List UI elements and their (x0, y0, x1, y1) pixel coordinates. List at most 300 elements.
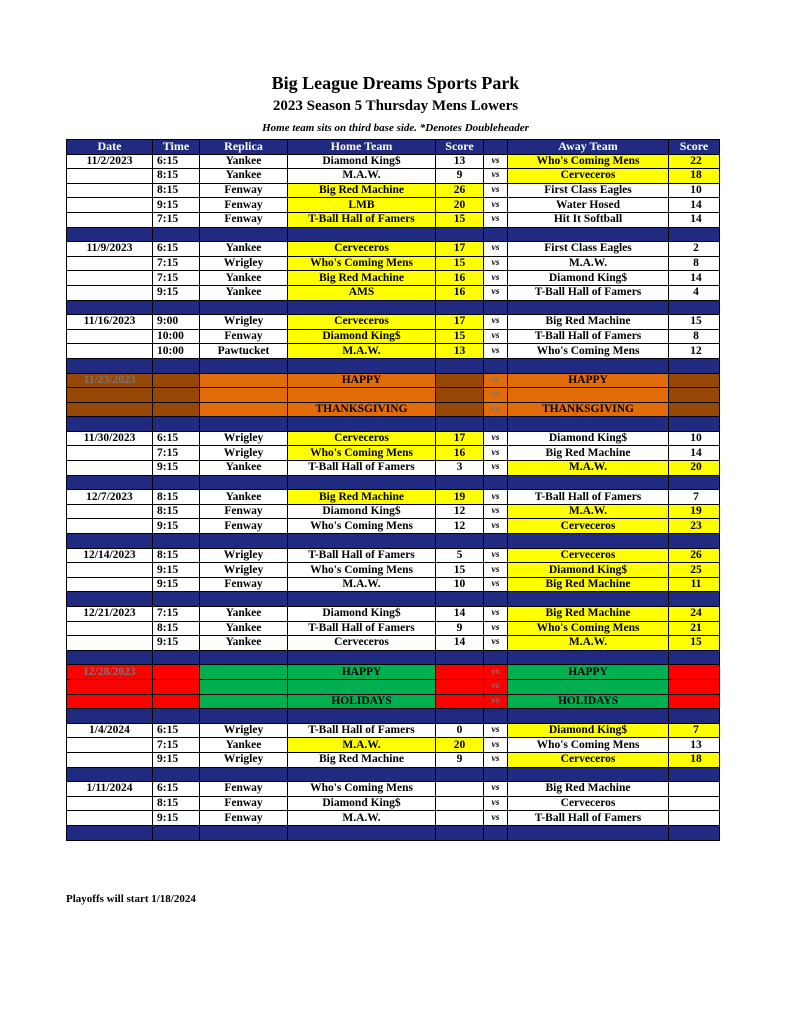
away-team-cell: Big Red Machine (508, 577, 669, 592)
game-row (67, 169, 720, 184)
away-team-cell: Big Red Machine (508, 782, 669, 797)
vs-cell: vs (484, 373, 508, 388)
separator-cell (200, 592, 288, 607)
replica-cell: Yankee (200, 636, 288, 651)
separator-cell (153, 534, 200, 549)
replica-cell (200, 373, 288, 388)
time-cell: 8:15 (153, 169, 200, 184)
col-header-date: Date (67, 140, 153, 155)
separator-cell (200, 650, 288, 665)
away-score-cell (669, 694, 720, 709)
replica-cell: Yankee (200, 271, 288, 286)
game-row (67, 431, 720, 446)
vs-cell: vs (484, 636, 508, 651)
holiday-row (67, 402, 720, 417)
replica-cell: Fenway (200, 504, 288, 519)
date-cell (67, 694, 153, 709)
vs-cell: vs (484, 563, 508, 578)
home-score-cell (436, 665, 484, 680)
separator-cell (67, 300, 153, 315)
home-team-cell: M.A.W. (288, 169, 436, 184)
home-score-cell: 9 (436, 752, 484, 767)
separator-cell (436, 650, 484, 665)
separator-cell (288, 592, 436, 607)
holiday-row (67, 694, 720, 709)
header-row (67, 140, 720, 155)
away-score-cell (669, 402, 720, 417)
time-cell: 8:15 (153, 548, 200, 563)
separator-cell (669, 534, 720, 549)
time-cell: 7:15 (153, 738, 200, 753)
time-cell: 9:15 (153, 752, 200, 767)
date-cell (67, 811, 153, 826)
separator-cell (669, 767, 720, 782)
separator-cell (200, 417, 288, 432)
home-score-cell (436, 402, 484, 417)
away-score-cell: 19 (669, 504, 720, 519)
separator-cell (508, 709, 669, 724)
time-cell: 7:15 (153, 607, 200, 622)
away-score-cell: 12 (669, 344, 720, 359)
away-score-cell: 10 (669, 183, 720, 198)
time-cell: 6:15 (153, 723, 200, 738)
replica-cell: Yankee (200, 169, 288, 184)
vs-cell: vs (484, 402, 508, 417)
replica-cell: Wrigley (200, 563, 288, 578)
time-cell: 7:15 (153, 446, 200, 461)
week-separator-row (67, 825, 720, 840)
vs-cell: vs (484, 271, 508, 286)
vs-cell: vs (484, 621, 508, 636)
away-score-cell: 7 (669, 490, 720, 505)
separator-cell (288, 358, 436, 373)
vs-cell: vs (484, 519, 508, 534)
date-cell: 12/21/2023 (67, 607, 153, 622)
home-score-cell: 16 (436, 446, 484, 461)
away-team-cell: First Class Eagles (508, 242, 669, 257)
game-row (67, 154, 720, 169)
separator-cell (436, 767, 484, 782)
separator-cell (67, 650, 153, 665)
week-separator-row (67, 300, 720, 315)
game-row (67, 344, 720, 359)
separator-cell (200, 767, 288, 782)
home-team-cell: Diamond King$ (288, 796, 436, 811)
home-team-cell: Who's Coming Mens (288, 446, 436, 461)
away-score-cell: 23 (669, 519, 720, 534)
separator-cell (508, 767, 669, 782)
separator-cell (484, 227, 508, 242)
away-team-cell: T-Ball Hall of Famers (508, 285, 669, 300)
time-cell: 7:15 (153, 256, 200, 271)
separator-cell (288, 227, 436, 242)
replica-cell: Wrigley (200, 723, 288, 738)
game-row (67, 242, 720, 257)
replica-cell: Fenway (200, 811, 288, 826)
separator-cell (436, 417, 484, 432)
replica-cell: Yankee (200, 738, 288, 753)
home-team-cell: T-Ball Hall of Famers (288, 212, 436, 227)
date-cell: 12/14/2023 (67, 548, 153, 563)
game-row (67, 607, 720, 622)
away-team-cell: Diamond King$ (508, 271, 669, 286)
replica-cell: Fenway (200, 796, 288, 811)
time-cell: 8:15 (153, 183, 200, 198)
date-cell (67, 738, 153, 753)
home-score-cell: 17 (436, 242, 484, 257)
vs-cell: vs (484, 577, 508, 592)
separator-cell (200, 475, 288, 490)
game-row (67, 212, 720, 227)
separator-cell (508, 300, 669, 315)
time-cell: 7:15 (153, 271, 200, 286)
away-team-cell: Big Red Machine (508, 446, 669, 461)
away-score-cell (669, 373, 720, 388)
home-score-cell: 20 (436, 738, 484, 753)
separator-cell (508, 475, 669, 490)
replica-cell: Yankee (200, 461, 288, 476)
home-team-cell: T-Ball Hall of Famers (288, 548, 436, 563)
home-team-cell: M.A.W. (288, 738, 436, 753)
separator-cell (508, 227, 669, 242)
home-team-cell: Big Red Machine (288, 183, 436, 198)
home-team-cell: Diamond King$ (288, 329, 436, 344)
season-subtitle: 2023 Season 5 Thursday Mens Lowers (272, 98, 519, 114)
replica-cell: Fenway (200, 212, 288, 227)
game-row (67, 329, 720, 344)
away-score-cell (669, 811, 720, 826)
replica-cell: Wrigley (200, 315, 288, 330)
separator-cell (508, 417, 669, 432)
replica-cell: Yankee (200, 285, 288, 300)
away-score-cell: 22 (669, 154, 720, 169)
away-team-cell: Who's Coming Mens (508, 738, 669, 753)
away-team-cell: THANKSGIVING (508, 402, 669, 417)
date-cell (67, 519, 153, 534)
separator-cell (669, 358, 720, 373)
away-team-cell: Hit It Softball (508, 212, 669, 227)
home-score-cell (436, 694, 484, 709)
date-cell (67, 461, 153, 476)
separator-cell (153, 358, 200, 373)
home-score-cell: 17 (436, 431, 484, 446)
vs-cell: vs (484, 461, 508, 476)
date-cell: 12/7/2023 (67, 490, 153, 505)
away-team-cell: Cerveceros (508, 519, 669, 534)
home-team-cell: M.A.W. (288, 811, 436, 826)
away-score-cell: 2 (669, 242, 720, 257)
home-team-cell: HAPPY (288, 373, 436, 388)
home-team-cell: AMS (288, 285, 436, 300)
game-row (67, 256, 720, 271)
week-separator-row (67, 358, 720, 373)
separator-cell (153, 650, 200, 665)
separator-cell (669, 650, 720, 665)
replica-cell: Wrigley (200, 446, 288, 461)
col-header-time: Time (153, 140, 200, 155)
replica-cell: Fenway (200, 577, 288, 592)
home-score-cell (436, 679, 484, 694)
away-score-cell: 18 (669, 169, 720, 184)
game-row (67, 636, 720, 651)
vs-cell: vs (484, 723, 508, 738)
separator-cell (484, 300, 508, 315)
separator-cell (153, 227, 200, 242)
home-team-cell: Cerveceros (288, 242, 436, 257)
separator-cell (288, 650, 436, 665)
time-cell: 7:15 (153, 212, 200, 227)
game-row (67, 811, 720, 826)
date-cell (67, 285, 153, 300)
time-cell: 10:00 (153, 329, 200, 344)
separator-cell (508, 650, 669, 665)
home-score-cell: 9 (436, 621, 484, 636)
home-score-cell: 12 (436, 504, 484, 519)
separator-cell (436, 825, 484, 840)
home-score-cell: 20 (436, 198, 484, 213)
home-team-cell: Who's Coming Mens (288, 563, 436, 578)
away-score-cell (669, 665, 720, 680)
away-score-cell: 8 (669, 329, 720, 344)
separator-cell (288, 475, 436, 490)
separator-cell (436, 227, 484, 242)
vs-cell: vs (484, 811, 508, 826)
separator-cell (67, 709, 153, 724)
away-score-cell (669, 679, 720, 694)
vs-cell: vs (484, 198, 508, 213)
away-score-cell: 10 (669, 431, 720, 446)
away-team-cell: M.A.W. (508, 461, 669, 476)
replica-cell: Fenway (200, 183, 288, 198)
away-team-cell (508, 679, 669, 694)
home-score-cell: 12 (436, 519, 484, 534)
vs-cell: vs (484, 388, 508, 403)
game-row (67, 504, 720, 519)
week-separator-row (67, 227, 720, 242)
separator-cell (200, 709, 288, 724)
separator-cell (669, 825, 720, 840)
date-cell: 11/2/2023 (67, 154, 153, 169)
replica-cell: Wrigley (200, 431, 288, 446)
separator-cell (153, 417, 200, 432)
col-header-vs (484, 140, 508, 155)
time-cell: 8:15 (153, 621, 200, 636)
home-score-cell: 15 (436, 329, 484, 344)
time-cell: 6:15 (153, 242, 200, 257)
home-team-cell: HAPPY (288, 665, 436, 680)
separator-cell (508, 825, 669, 840)
separator-cell (288, 767, 436, 782)
date-cell (67, 752, 153, 767)
home-score-cell: 14 (436, 607, 484, 622)
separator-cell (508, 592, 669, 607)
separator-cell (67, 227, 153, 242)
vs-cell: vs (484, 607, 508, 622)
vs-cell: vs (484, 446, 508, 461)
vs-cell: vs (484, 752, 508, 767)
col-header-replica: Replica (200, 140, 288, 155)
schedule-body (67, 154, 720, 840)
home-score-cell: 19 (436, 490, 484, 505)
home-team-cell: Big Red Machine (288, 752, 436, 767)
home-score-cell: 9 (436, 169, 484, 184)
separator-cell (153, 825, 200, 840)
game-row (67, 198, 720, 213)
separator-cell (508, 534, 669, 549)
away-score-cell: 15 (669, 636, 720, 651)
separator-cell (436, 534, 484, 549)
separator-cell (67, 534, 153, 549)
separator-cell (200, 227, 288, 242)
separator-cell (288, 825, 436, 840)
vs-cell: vs (484, 169, 508, 184)
time-cell (153, 679, 200, 694)
home-team-cell: Who's Coming Mens (288, 256, 436, 271)
away-team-cell: Who's Coming Mens (508, 621, 669, 636)
away-team-cell: Big Red Machine (508, 315, 669, 330)
separator-cell (67, 767, 153, 782)
replica-cell: Wrigley (200, 256, 288, 271)
replica-cell: Yankee (200, 607, 288, 622)
date-cell: 1/11/2024 (67, 782, 153, 797)
holiday-row (67, 679, 720, 694)
col-header-home-score: Score (436, 140, 484, 155)
separator-cell (669, 592, 720, 607)
home-score-cell: 15 (436, 256, 484, 271)
home-team-cell: Big Red Machine (288, 271, 436, 286)
vs-cell: vs (484, 504, 508, 519)
date-cell (67, 636, 153, 651)
home-team-cell: Cerveceros (288, 315, 436, 330)
away-score-cell: 20 (669, 461, 720, 476)
col-header-away-team: Away Team (508, 140, 669, 155)
holiday-row (67, 665, 720, 680)
col-header-away-score: Score (669, 140, 720, 155)
time-cell: 8:15 (153, 504, 200, 519)
home-team-cell: Cerveceros (288, 636, 436, 651)
time-cell: 9:15 (153, 636, 200, 651)
separator-cell (484, 592, 508, 607)
separator-cell (436, 300, 484, 315)
replica-cell (200, 388, 288, 403)
separator-cell (484, 358, 508, 373)
vs-cell: vs (484, 738, 508, 753)
separator-cell (153, 592, 200, 607)
separator-cell (669, 417, 720, 432)
time-cell: 9:15 (153, 811, 200, 826)
separator-cell (484, 825, 508, 840)
time-cell (153, 388, 200, 403)
game-row (67, 490, 720, 505)
time-cell: 6:15 (153, 782, 200, 797)
away-score-cell: 15 (669, 315, 720, 330)
away-score-cell: 14 (669, 198, 720, 213)
time-cell: 6:15 (153, 431, 200, 446)
vs-cell: vs (484, 344, 508, 359)
separator-cell (669, 300, 720, 315)
vs-cell: vs (484, 212, 508, 227)
replica-cell: Wrigley (200, 752, 288, 767)
away-score-cell (669, 782, 720, 797)
home-score-cell: 14 (436, 636, 484, 651)
date-cell: 11/23/2023 (67, 373, 153, 388)
away-score-cell: 14 (669, 212, 720, 227)
home-team-cell (288, 679, 436, 694)
replica-cell: Yankee (200, 621, 288, 636)
time-cell (153, 665, 200, 680)
home-score-cell: 15 (436, 563, 484, 578)
time-cell: 9:15 (153, 577, 200, 592)
away-team-cell: First Class Eagles (508, 183, 669, 198)
away-team-cell: Big Red Machine (508, 607, 669, 622)
home-team-cell (288, 388, 436, 403)
home-score-cell: 17 (436, 315, 484, 330)
vs-cell: vs (484, 679, 508, 694)
away-score-cell: 25 (669, 563, 720, 578)
separator-cell (484, 767, 508, 782)
time-cell: 9:15 (153, 519, 200, 534)
away-score-cell: 13 (669, 738, 720, 753)
replica-cell (200, 679, 288, 694)
playoffs-note: Playoffs will start 1/18/2024 (66, 893, 196, 905)
separator-cell (669, 227, 720, 242)
separator-cell (436, 592, 484, 607)
away-team-cell: HAPPY (508, 665, 669, 680)
replica-cell: Fenway (200, 519, 288, 534)
week-separator-row (67, 709, 720, 724)
schedule-table (66, 139, 720, 841)
home-score-cell: 10 (436, 577, 484, 592)
away-team-cell: Water Hosed (508, 198, 669, 213)
time-cell (153, 694, 200, 709)
separator-cell (288, 534, 436, 549)
away-score-cell (669, 388, 720, 403)
date-cell (67, 446, 153, 461)
game-row (67, 723, 720, 738)
away-team-cell: T-Ball Hall of Famers (508, 811, 669, 826)
home-team-cell: M.A.W. (288, 577, 436, 592)
separator-cell (153, 767, 200, 782)
away-team-cell (508, 388, 669, 403)
separator-cell (484, 709, 508, 724)
week-separator-row (67, 592, 720, 607)
week-separator-row (67, 417, 720, 432)
home-score-cell (436, 811, 484, 826)
date-cell: 1/4/2024 (67, 723, 153, 738)
week-separator-row (67, 475, 720, 490)
col-header-home-team: Home Team (288, 140, 436, 155)
home-score-cell (436, 388, 484, 403)
week-separator-row (67, 650, 720, 665)
time-cell: 9:00 (153, 315, 200, 330)
home-score-cell: 16 (436, 271, 484, 286)
away-team-cell: Who's Coming Mens (508, 344, 669, 359)
away-team-cell: HOLIDAYS (508, 694, 669, 709)
time-cell (153, 402, 200, 417)
away-team-cell: T-Ball Hall of Famers (508, 329, 669, 344)
date-cell (67, 212, 153, 227)
separator-cell (200, 300, 288, 315)
home-team-cell: Diamond King$ (288, 154, 436, 169)
game-row (67, 796, 720, 811)
home-score-cell: 13 (436, 344, 484, 359)
home-score-cell: 26 (436, 183, 484, 198)
separator-cell (436, 709, 484, 724)
vs-cell: vs (484, 548, 508, 563)
replica-cell: Yankee (200, 154, 288, 169)
holiday-row (67, 388, 720, 403)
home-score-cell (436, 373, 484, 388)
